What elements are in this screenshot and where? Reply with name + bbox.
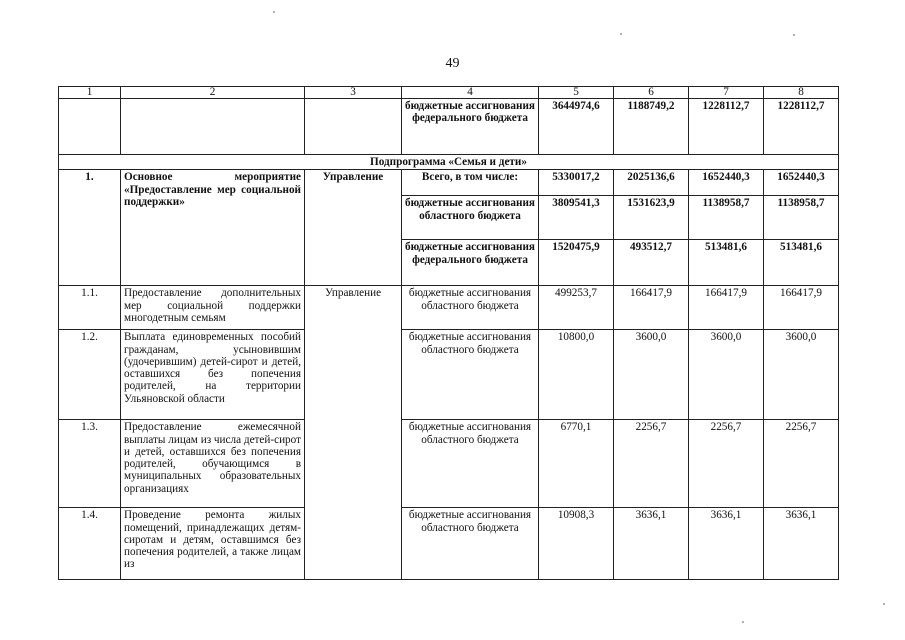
item-name: Основное мероприятие «Предоставление мер социальной поддержки»	[121, 170, 305, 286]
item-name: Предоставление дополнительных мер социальной поддержки многодетным семьям	[121, 286, 305, 330]
value-cell: 1531623,9	[614, 196, 689, 240]
value-cell: 1652440,3	[689, 170, 764, 196]
column-number: 6	[614, 87, 689, 99]
column-number-row	[59, 87, 839, 99]
value-cell: 2256,7	[614, 420, 689, 508]
table-row	[59, 330, 839, 420]
value-cell: 5330017,2	[539, 170, 614, 196]
column-number: 3	[305, 87, 402, 99]
scan-speck	[883, 603, 885, 605]
value-cell: 1652440,3	[764, 170, 839, 196]
value-cell: 1188749,2	[614, 99, 689, 155]
item-executor	[305, 508, 402, 580]
value-cell: 513481,6	[764, 240, 839, 286]
value-cell: 1520475,9	[539, 240, 614, 286]
item-code: 1.	[59, 170, 121, 286]
value-cell: 3809541,3	[539, 196, 614, 240]
value-cell: 2256,7	[764, 420, 839, 508]
page-number: 49	[445, 56, 460, 71]
value-cell: 166417,9	[764, 286, 839, 330]
value-cell: 10800,0	[539, 330, 614, 420]
main-activity-row	[59, 170, 839, 196]
value-cell: 3644974,6	[539, 99, 614, 155]
table-row	[59, 286, 839, 330]
value-cell: 166417,9	[614, 286, 689, 330]
value-cell: 493512,7	[614, 240, 689, 286]
item-code: 1.4.	[59, 508, 121, 580]
item-name: Предоставление ежемесячной выплаты лицам из числа детей-сирот и детей, оставшихся без попечения родителей, обучающимся в муниципальных образовательных организациях	[121, 420, 305, 508]
column-number: 1	[59, 87, 121, 99]
value-cell: 2025136,6	[614, 170, 689, 196]
funding-source: бюджетные ассигнования областного бюджета	[402, 286, 539, 330]
item-name: Проведение ремонта жилых помещений, принадлежащих детям-сиротам и детям, оставшимся без попечения родителей, а также лицам из	[121, 508, 305, 580]
scan-speck	[742, 621, 744, 623]
item-code: 1.3.	[59, 420, 121, 508]
value-cell: 10908,3	[539, 508, 614, 580]
value-cell: 166417,9	[689, 286, 764, 330]
scan-speck	[273, 11, 275, 13]
value-cell: 1228112,7	[764, 99, 839, 155]
column-number: 5	[539, 87, 614, 99]
value-cell: 6770,1	[539, 420, 614, 508]
value-cell: 513481,6	[689, 240, 764, 286]
column-number: 7	[689, 87, 764, 99]
funding-source: бюджетные ассигнования федерального бюджета	[402, 240, 539, 286]
empty-cell	[59, 99, 121, 155]
value-cell: 499253,7	[539, 286, 614, 330]
funding-source: бюджетные ассигнования областного бюджета	[402, 508, 539, 580]
value-cell: 1138958,7	[689, 196, 764, 240]
column-number: 4	[402, 87, 539, 99]
value-cell: 3600,0	[764, 330, 839, 420]
value-cell: 1228112,7	[689, 99, 764, 155]
item-code: 1.1.	[59, 286, 121, 330]
value-cell: 3636,1	[614, 508, 689, 580]
federal-budget-row	[59, 99, 839, 155]
scan-speck	[620, 33, 622, 35]
funding-source: Всего, в том числе:	[402, 170, 539, 196]
column-number: 8	[764, 87, 839, 99]
value-cell: 3636,1	[689, 508, 764, 580]
budget-table	[58, 86, 839, 580]
table-row	[59, 508, 839, 580]
item-name: Выплата единовременных пособий гражданам, усыновившим (удочерившим) детей-сирот и детей, оставшихся без попечения родителей, на территории Ульяновской области	[121, 330, 305, 420]
subprogram-row	[59, 155, 839, 170]
funding-source: бюджетные ассигнования федерального бюджета	[402, 99, 539, 155]
column-number: 2	[121, 87, 305, 99]
funding-source: бюджетные ассигнования областного бюджета	[402, 420, 539, 508]
value-cell: 2256,7	[689, 420, 764, 508]
scan-speck	[793, 34, 795, 36]
empty-cell	[121, 99, 305, 155]
value-cell: 3636,1	[764, 508, 839, 580]
value-cell: 3600,0	[689, 330, 764, 420]
empty-cell	[305, 99, 402, 155]
funding-source: бюджетные ассигнования областного бюджета	[402, 196, 539, 240]
item-executor: Управление	[305, 170, 402, 286]
subprogram-title: Подпрограмма «Семья и дети»	[59, 155, 839, 170]
item-code: 1.2.	[59, 330, 121, 420]
value-cell: 3600,0	[614, 330, 689, 420]
funding-source: бюджетные ассигнования областного бюджета	[402, 330, 539, 420]
item-executor	[305, 420, 402, 508]
table-row	[59, 420, 839, 508]
item-executor	[305, 330, 402, 420]
value-cell: 1138958,7	[764, 196, 839, 240]
item-executor: Управление	[305, 286, 402, 330]
